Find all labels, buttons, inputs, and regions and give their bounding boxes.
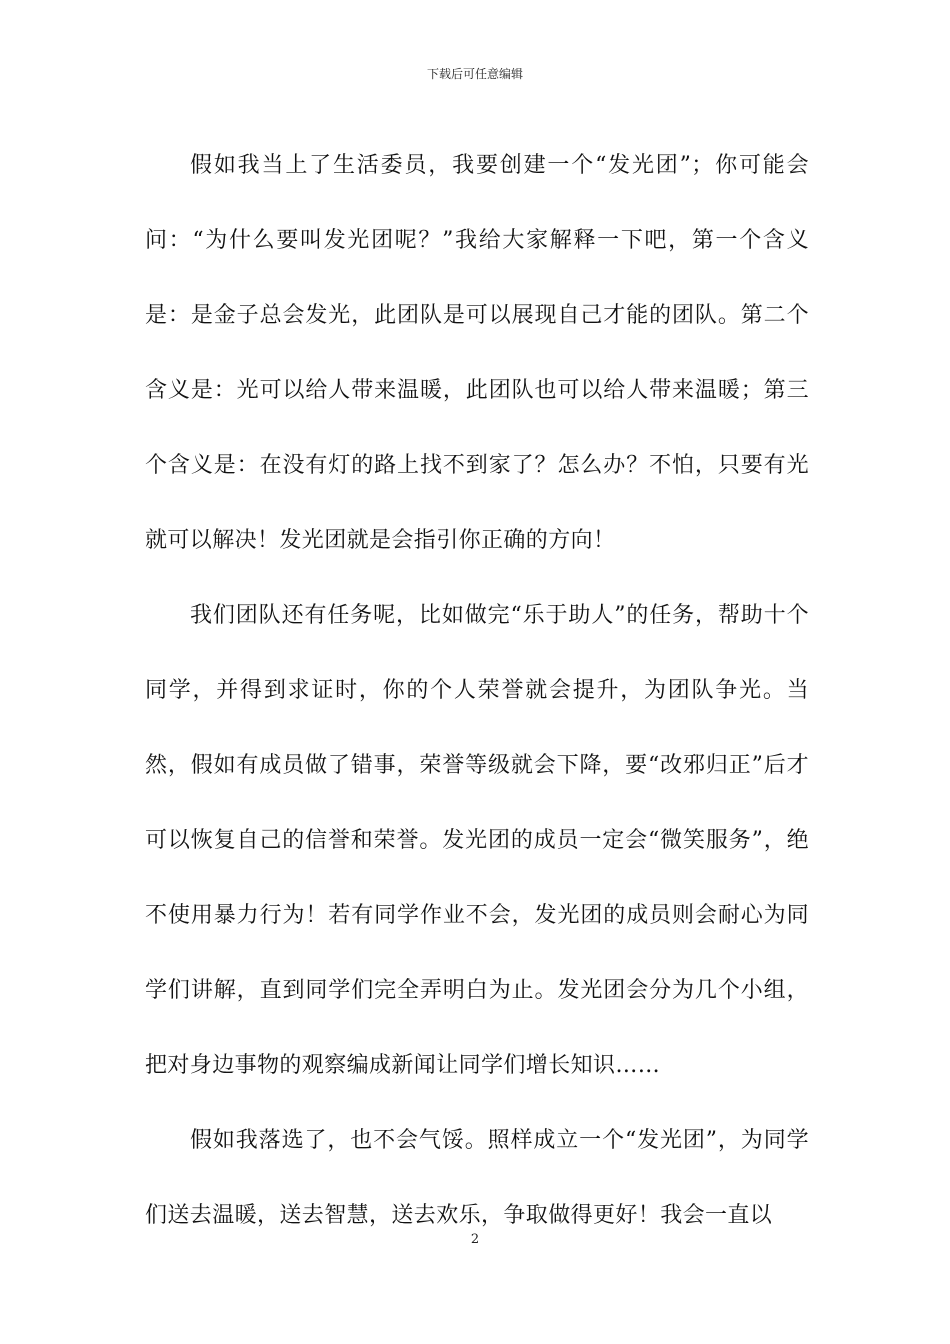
- page-number: 2: [470, 1232, 480, 1247]
- page-header: 下载后可任意编辑: [426, 67, 523, 81]
- paragraph-3: 假如我落选了，也不会气馁。照样成立一个“发光团”，为同学们送去温暖，送去智慧，送去欢乐，争取做得更好！我会一直以: [145, 1128, 809, 1228]
- document-body: [145, 128, 809, 1253]
- paragraph-1: 假如我当上了生活委员，我要创建一个“发光团”；你可能会问：“为什么要叫发光团呢？”我给大家解释一下吧，第一个含义是：是金子总会发光，此团队是可以展现自己才能的团队。第二个含义是：光可以给人带来温暖，此团队也可以给人带来温暖；第三个含义是：在没有灯的路上找不到家了？怎么办？不怕，只要有光就可以解决！发光团就是会指引你正确的方向！: [145, 153, 809, 553]
- paragraph-2: 我们团队还有任务呢，比如做完“乐于助人”的任务，帮助十个同学，并得到求证时，你的个人荣誉就会提升，为团队争光。当然，假如有成员做了错事，荣誉等级就会下降，要“改邪归正”后才可以恢复自己的信誉和荣誉。发光团的成员一定会“微笑服务”，绝不使用暴力行为！若有同学作业不会，发光团的成员则会耐心为同学们讲解，直到同学们完全弄明白为止。发光团会分为几个小组，把对身边事物的观察编成新闻让同学们增长知识……: [145, 603, 809, 1078]
